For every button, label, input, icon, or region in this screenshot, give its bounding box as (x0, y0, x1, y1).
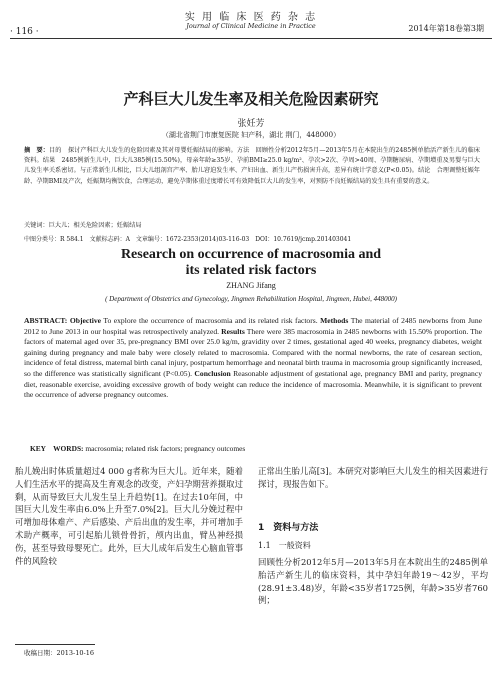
header-rule (10, 38, 492, 39)
methods-label: Methods (320, 316, 349, 325)
keywords-en (30, 443, 480, 454)
received-date: 收稿日期：2013-10-16 (24, 649, 94, 657)
keywords-en-label: KEY WORDS: (30, 444, 84, 453)
article-title-en-line2: its related risk factors (185, 263, 317, 278)
page-number: · 116 · (10, 27, 39, 37)
abstract-en-label: ABSTRACT: (24, 316, 68, 325)
affiliation-en: ( Department of Obstetrics and Gynecology, Jingmen Rehabilitation Hospital, Jingmen, Hubei, 448000) (105, 295, 397, 303)
results-label: Results (221, 326, 245, 336)
methods-text: The material of 2485 newborns from June 2012 to June 2013 in our hospital was retrospectively analyzed. (24, 316, 482, 336)
abstract-cn-text: 目的 探讨产科巨大儿发生的危险因素及其对母婴妊娠结局的影响。方法 回顾性分析2012年5月—2013年5月在本院出生的2485例单胎活产新生儿的临床资料。结果 2485例新生儿中，巨大儿385例(15.50%)，母亲年龄≥35岁、孕前BMI≥25.0 kg/m²、孕次>2次、孕周>40周、孕期糖尿病、孕期增重及男婴与巨大儿发生率关系密切。与正常新生儿相比，巨大儿组剖宫产率、胎儿窘迫发生率、产妇出血、新生儿产伤损害升高，差异有统计学意义(P<0.05)。结论 合理调整妊娠年龄、孕期BMI及产次，妊娠期均衡饮食，合理运动，避免孕期体重过度增长可有效降低巨大儿的发生率，对预防不良妊娠结局的发生具有重要的意义。 (24, 147, 480, 185)
article-title-en-line1: Research on occurrence of macrosomia and (120, 247, 382, 262)
author-en: ZHANG Jifang (226, 281, 276, 290)
results-text: There were 385 macrosomia in 2485 newborns with 15.50% proportion. The factors of maternal aged over 35, pre-pregnancy BMI over 25.0 kg/m, gravidity over 2 times, gestational aged 40 weeks, pregnancy diabetes, weight gaining during pregnancy and male baby were closely related to macrosomia. Compared with the normal newborns, the rate of cesarean section, incidence of fetal distress, maternal birth canal injury, postpartum hemorrhage and neonatal birth trauma in macrosomia group significantly increased, so the difference was statistically significant (P<0.05). (24, 326, 482, 378)
journal-title-en: Journal of Clinical Medicine in Practice (186, 22, 316, 30)
author-cn: 张妊芳 (237, 119, 265, 129)
body-right-column: 回顾性分析2012年5月—2013年5月在本院出生的2485例单胎活产新生儿的临床资料，其中孕妇年龄19～42岁，平均(28.91±3.48)岁，年龄<35岁者1725例，年龄>35岁者760例； (258, 557, 488, 606)
body-right-intro: 正常出生胎儿高[3]。本研究对影响巨大儿发生的相关因素进行探讨，现报告如下。 (258, 466, 488, 489)
abstract-cn-label: 摘 要： (24, 147, 50, 154)
journal-title-cn: 实 用 临 床 医 药 杂 志 (184, 12, 318, 23)
subsection-heading: 1.1 一般资料 (258, 541, 311, 550)
conclusion-text: Reasonable adjustment of gestational age, pregnancy BMI and parity, pregnancy diet, reasonable exercise, avoiding excessive growth of body weight can reduce the incidence of macrosomia. Meanwhile, it is significant to prevent the occurrence of adverse pregnancy outcomes. (24, 368, 483, 400)
objective-label: Objective (69, 316, 102, 325)
abstract-en (24, 316, 482, 401)
body-left-column: 胎儿娩出时体质量超过4 000 g者称为巨大儿。近年来，随着人们生活水平的提高及生育观念的改变，产妇孕期营养摄取过剩，从而导致巨大儿发生呈上升趋势[1]。在过去10年间，中国巨大儿发生率由6.0%上升至7.0%[2]。巨大儿分娩过程中可增加母体难产、产后感染、产后出血的发生率，并可增加手术助产概率，可引起胎儿锁骨骨折，颅内出血，臂丛神经损伤，甚至导致母婴死亡。此外，巨大儿成年后发生心脑血管事件的风险较 (15, 466, 243, 566)
keywords-cn: 关键词：巨大儿；相关危险因素；妊娠结局 (24, 222, 142, 229)
section-heading: 1 资料与方法 (258, 523, 319, 533)
affiliation-cn: （湖北省荆门市康复医院 妇产科，湖北 荆门，448000） (161, 131, 341, 139)
keywords-en-text: macrosomia; related risk factors; pregnancy outcomes (85, 444, 246, 453)
footnote-rule (15, 644, 95, 645)
objective-text: To explore the occurrence of macrosomia and its related risk factors. (103, 316, 318, 325)
conclusion-label: Conclusion (194, 368, 231, 378)
abstract-cn (24, 146, 480, 187)
issue-info: 2014年第18卷第3期 (408, 24, 484, 33)
article-title-cn: 产科巨大儿发生率及相关危险因素研究 (123, 90, 379, 108)
classification-line: 中图分类号：R 584.1 文献标志码：A 文章编号：1672-2353(2014)03-116-03 DOI：10.7619/jcmp.201403041 (24, 236, 352, 243)
